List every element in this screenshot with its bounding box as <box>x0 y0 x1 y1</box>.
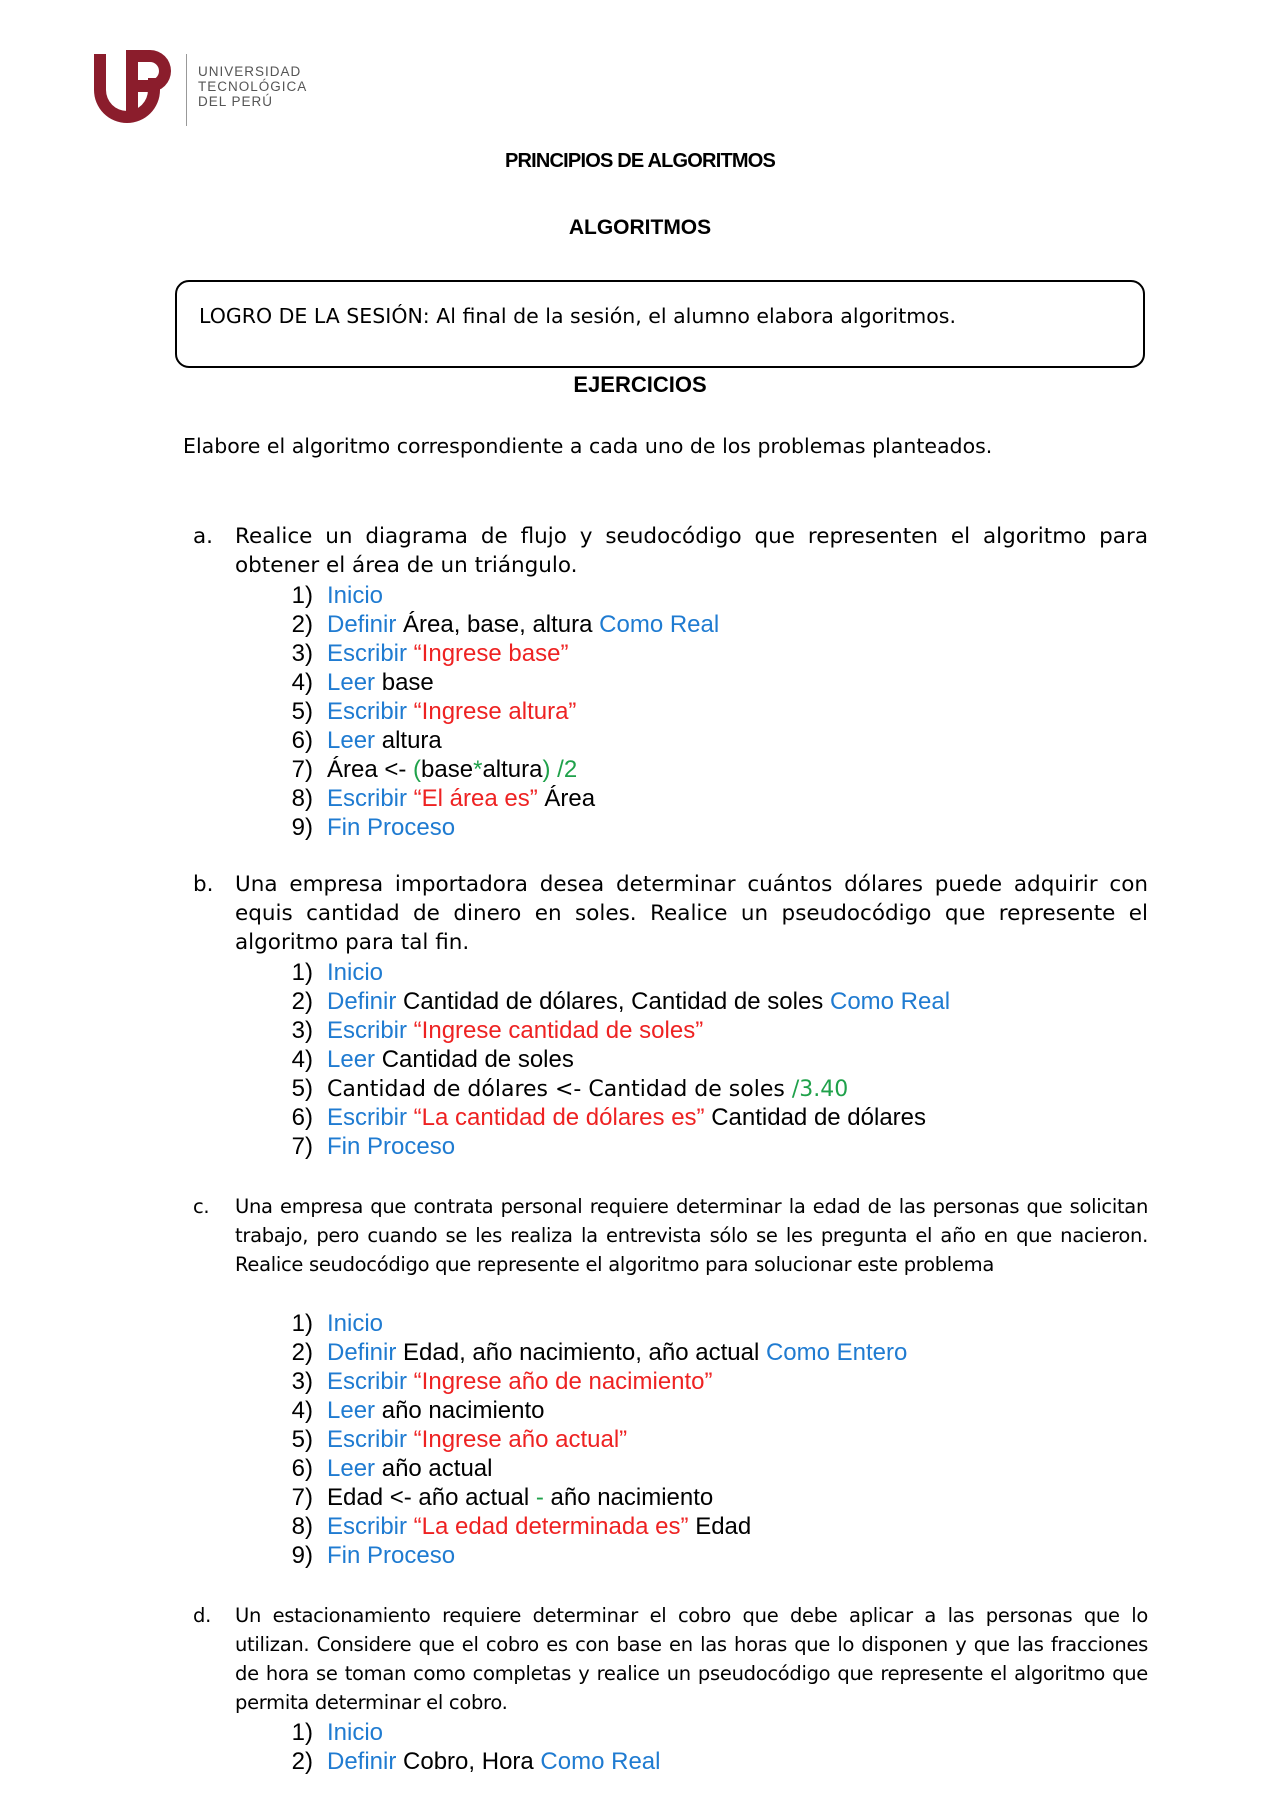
code-token: Fin Proceso <box>327 1542 456 1569</box>
pseudocode-step <box>273 958 950 987</box>
step-code <box>327 987 950 1016</box>
logo-divider <box>186 54 187 126</box>
code-token: Escribir <box>327 698 408 725</box>
problem-letter: d. <box>193 1604 211 1627</box>
logo-line-2: TECNOLÓGICA <box>198 79 308 94</box>
code-token: “La cantidad de dólares es” <box>407 1104 705 1131</box>
code-token: Como Real <box>599 611 720 638</box>
pseudocode-step <box>273 1483 907 1512</box>
pseudocode-step <box>273 1309 907 1338</box>
pseudocode-step <box>273 610 719 639</box>
step-code <box>327 697 576 726</box>
pseudocode-step <box>273 987 950 1016</box>
code-token: - <box>535 1484 544 1511</box>
code-token: Edad <- año actual <box>327 1484 536 1511</box>
code-token: “Ingrese base” <box>407 640 569 667</box>
problem-text: Realice un diagrama de flujo y seudocódigo que representen el algoritmo para obtener el área de un triángulo. <box>235 524 1148 578</box>
code-token: Inicio <box>327 1719 384 1746</box>
step-number: 4) <box>291 1397 313 1424</box>
code-token: Como Real <box>540 1748 661 1775</box>
step-number: 8) <box>291 785 313 812</box>
code-token: Cantidad de soles <box>375 1046 574 1073</box>
pseudocode-step <box>273 639 719 668</box>
code-token: “Ingrese año de nacimiento” <box>407 1368 713 1395</box>
pseudocode-step <box>273 1132 950 1161</box>
step-code <box>327 1454 492 1483</box>
course-title: PRINCIPIOS DE ALGORITMOS <box>504 150 776 172</box>
code-token: “Ingrese año actual” <box>407 1426 628 1453</box>
step-code <box>327 1425 627 1454</box>
pseudocode-step <box>273 726 719 755</box>
code-token: Escribir <box>327 640 408 667</box>
pseudocode-step <box>273 1367 907 1396</box>
step-number: 4) <box>291 669 313 696</box>
step-number: 1) <box>291 1310 313 1337</box>
step-code <box>327 784 595 813</box>
code-token: /3.40 <box>791 1077 849 1102</box>
step-code <box>327 1132 455 1161</box>
step-number: 7) <box>291 1484 313 1511</box>
code-token: Escribir <box>327 1368 408 1395</box>
code-token: Escribir <box>327 1017 408 1044</box>
logo-wordmark <box>198 64 307 109</box>
pseudocode-step <box>273 755 719 784</box>
steps-b <box>273 958 950 1161</box>
step-code <box>327 639 568 668</box>
step-number: 3) <box>291 1368 313 1395</box>
step-number: 2) <box>291 1748 313 1775</box>
code-token: Leer <box>327 1455 376 1482</box>
code-token: Edad, año nacimiento, año actual <box>396 1339 766 1366</box>
code-token: Leer <box>327 1397 376 1424</box>
problem-text: Una empresa que contrata personal requiere determinar la edad de las personas que solicitan trabajo, pero cuando se les realiza la entrevista sólo se les pregunta el año en que nacieron. Realice seudocódigo que represente el algoritmo para solucionar este problema <box>235 1195 1148 1276</box>
section-title: EJERCICIOS <box>573 372 707 397</box>
step-number: 3) <box>291 640 313 667</box>
step-number: 3) <box>291 1017 313 1044</box>
step-number: 2) <box>291 1339 313 1366</box>
problem-c <box>193 1192 1148 1279</box>
step-number: 7) <box>291 1133 313 1160</box>
problem-b <box>193 870 1148 957</box>
code-token: ( <box>413 756 422 783</box>
step-number: 6) <box>291 1455 313 1482</box>
problem-letter: a. <box>193 524 214 549</box>
code-token: base <box>375 669 434 696</box>
step-number: 6) <box>291 727 313 754</box>
pseudocode-step <box>273 668 719 697</box>
pseudocode-step <box>273 784 719 813</box>
code-token: “Ingrese cantidad de soles” <box>407 1017 704 1044</box>
step-code <box>327 1541 455 1570</box>
step-number: 1) <box>291 1719 313 1746</box>
pseudocode-step <box>273 1074 950 1103</box>
topic-title: ALGORITMOS <box>568 216 712 239</box>
code-token: Escribir <box>327 785 408 812</box>
code-token: Leer <box>327 1046 376 1073</box>
code-token: Definir <box>327 988 397 1015</box>
steps-a <box>273 581 719 842</box>
step-number: 5) <box>291 1075 313 1102</box>
code-token: Como Real <box>829 988 951 1015</box>
code-token: Inicio <box>327 1310 384 1337</box>
step-number: 5) <box>291 1426 313 1453</box>
code-token: Cobro, Hora <box>396 1748 541 1775</box>
pseudocode-step <box>273 1454 907 1483</box>
code-token: Leer <box>327 727 376 754</box>
step-code <box>327 1512 751 1541</box>
step-code <box>327 1396 545 1425</box>
code-token: Inicio <box>327 582 384 609</box>
step-number: 9) <box>291 1542 313 1569</box>
pseudocode-step <box>273 1718 660 1747</box>
pseudocode-step <box>273 1045 950 1074</box>
code-token: Como Entero <box>765 1339 908 1366</box>
code-token: Cantidad de dólares, Cantidad de soles <box>396 988 830 1015</box>
problem-a <box>193 522 1148 580</box>
problem-text: Un estacionamiento requiere determinar el cobro que debe aplicar a las personas que lo utilizan. Considere que el cobro es con base en las horas que lo disponen y que las fracciones de hora se toman como completas y realice un pseudocódigo que represente el algoritmo que permita determinar el cobro. <box>235 1604 1148 1714</box>
code-token: Área, base, altura <box>396 611 600 638</box>
code-token: Área <- <box>327 756 414 783</box>
problem-letter: b. <box>193 872 214 897</box>
step-number: 1) <box>291 959 313 986</box>
step-number: 2) <box>291 611 313 638</box>
pseudocode-step <box>273 1016 950 1045</box>
code-token: Fin Proceso <box>327 814 456 841</box>
step-code <box>327 668 434 697</box>
code-token: Leer <box>327 669 376 696</box>
step-code <box>327 813 455 842</box>
step-code <box>327 610 719 639</box>
step-code <box>327 958 383 987</box>
code-token: * <box>473 756 483 783</box>
step-number: 2) <box>291 988 313 1015</box>
logo-line-1: UNIVERSIDAD <box>198 64 302 79</box>
code-token: Cantidad de dólares <box>704 1104 927 1131</box>
step-number: 1) <box>291 582 313 609</box>
logro-text: LOGRO DE LA SESIÓN: Al final de la sesión, el alumno elabora algoritmos. <box>199 304 956 328</box>
code-token: Cantidad de dólares <- Cantidad de soles <box>327 1077 792 1102</box>
intro-text: Elabore el algoritmo correspondiente a cada uno de los problemas planteados. <box>183 434 993 458</box>
step-code <box>327 1367 713 1396</box>
problem-text: Una empresa importadora desea determinar cuántos dólares puede adquirir con equis cantidad de dinero en soles. Realice un pseudocódigo que represente el algoritmo para tal fin. <box>235 872 1148 955</box>
step-number: 6) <box>291 1104 313 1131</box>
code-token: altura <box>482 756 543 783</box>
code-token: “La edad determinada es” <box>407 1513 689 1540</box>
step-code <box>327 1074 848 1103</box>
step-code <box>327 1718 383 1747</box>
code-token: Definir <box>327 1339 397 1366</box>
step-code <box>327 755 577 784</box>
code-token: año nacimiento <box>375 1397 545 1424</box>
problem-d <box>193 1601 1148 1717</box>
pseudocode-step <box>273 1338 907 1367</box>
problem-letter: c. <box>193 1195 210 1218</box>
pseudocode-step <box>273 1425 907 1454</box>
step-number: 7) <box>291 756 313 783</box>
step-number: 8) <box>291 1513 313 1540</box>
step-number: 5) <box>291 698 313 725</box>
logro-box <box>175 280 1145 368</box>
steps-c <box>273 1309 907 1570</box>
pseudocode-step <box>273 813 719 842</box>
step-number: 9) <box>291 814 313 841</box>
step-code <box>327 1103 926 1132</box>
code-token: base <box>421 756 474 783</box>
code-token: Escribir <box>327 1513 408 1540</box>
pseudocode-step <box>273 1541 907 1570</box>
code-token: ) /2 <box>542 756 578 783</box>
code-token: altura <box>375 727 442 754</box>
step-code <box>327 581 383 610</box>
code-token: Definir <box>327 611 397 638</box>
step-code <box>327 1309 383 1338</box>
pseudocode-step <box>273 1747 660 1776</box>
code-token: Definir <box>327 1748 397 1775</box>
pseudocode-step <box>273 1103 950 1132</box>
steps-d <box>273 1718 660 1776</box>
pseudocode-step <box>273 697 719 726</box>
step-code <box>327 726 442 755</box>
pseudocode-step <box>273 1396 907 1425</box>
code-token: Escribir <box>327 1426 408 1453</box>
code-token: “Ingrese altura” <box>407 698 577 725</box>
code-token: año nacimiento <box>543 1484 714 1511</box>
step-code <box>327 1045 574 1074</box>
step-code <box>327 1483 713 1512</box>
code-token: año actual <box>375 1455 493 1482</box>
step-code <box>327 1747 660 1776</box>
logo-line-3: DEL PERÚ <box>198 94 274 109</box>
code-token: Inicio <box>327 959 384 986</box>
code-token: Escribir <box>327 1104 408 1131</box>
code-token: Edad <box>688 1513 752 1540</box>
code-token: “El área es” <box>407 785 538 812</box>
step-code <box>327 1338 907 1367</box>
pseudocode-step <box>273 581 719 610</box>
pseudocode-step <box>273 1512 907 1541</box>
step-code <box>327 1016 703 1045</box>
step-number: 4) <box>291 1046 313 1073</box>
code-token: Área <box>537 785 596 812</box>
code-token: Fin Proceso <box>327 1133 456 1160</box>
